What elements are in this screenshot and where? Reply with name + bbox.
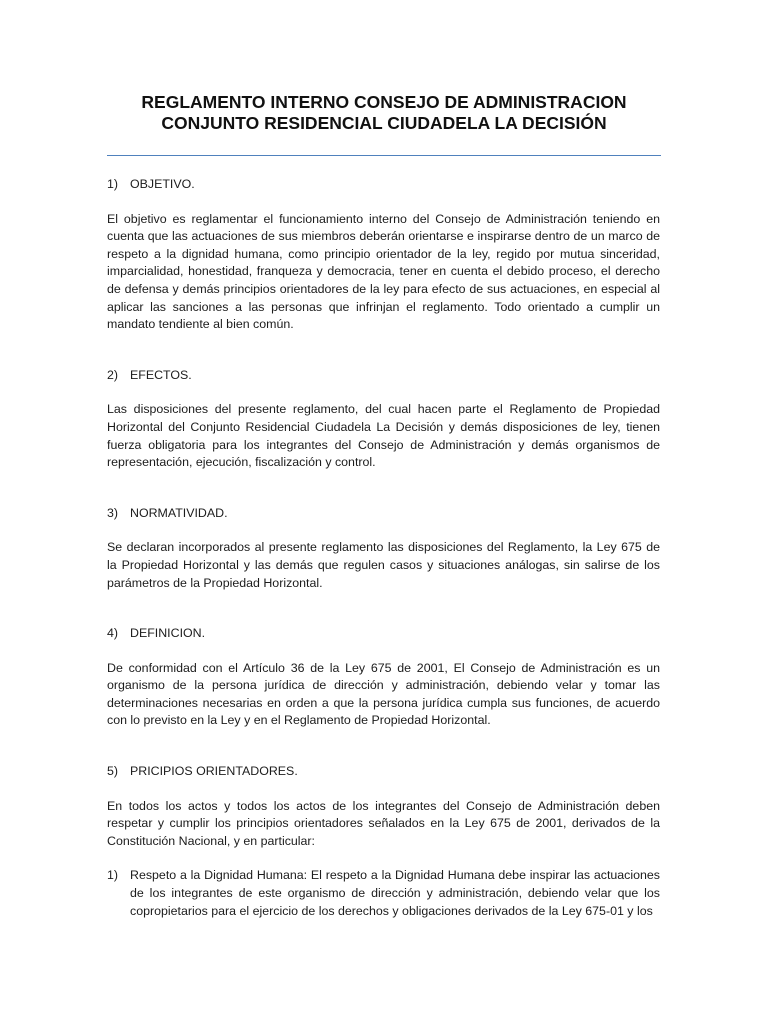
section-number: 4) [107,626,119,641]
section-heading-text: DEFINICION. [130,626,206,641]
section-paragraph-normatividad: Se declaran incorporados al presente reglamento las disposiciones del Reglamento, la Ley 675 de la Propiedad Horizontal y las demás que regulen casos y situaciones análogas, sin salirse de los parámetros de la Propiedad Horizontal. [107,540,660,590]
section-number: 3) [107,505,119,520]
section-heading-normatividad [107,505,660,523]
section-heading-text: OBJETIVO. [130,177,195,191]
section-heading-text: EFECTOS. [130,367,192,382]
section-heading-text: PRICIPIOS ORIENTADORES. [130,764,298,779]
section-number: 1) [107,177,119,191]
list-item-number: 1) [107,868,119,883]
section-number: 5) [107,764,119,779]
section-heading-definicion [107,625,660,643]
section-paragraph-objetivo: El objetivo es reglamentar el funcionamiento interno del Consejo de Administración teniendo en cuenta que las actuaciones de sus miembros deberán orientarse e inspirarse dentro de un marco de respeto a la dignidad humana, como principio orientador de la ley, regido por mutua sinceridad, imparcialidad, honestidad, franqueza y democracia, tener en cuenta el debido proceso, el derecho de defensa y demás principios orientadores de la ley para efecto de sus actuaciones, en especial al aplicar las sanciones a las personas que infrinjan el reglamento. Todo orientado a cumplir un mandato tendiente al bien común. [107,211,660,332]
list-item-text: Respeto a la Dignidad Humana: El respeto a la Dignidad Humana debe inspirar las actuaciones de los integrantes de este organismo de dirección y administración, debiendo velar que los copropietarios para el ejercicio de los derechos y obligaciones derivados de la Ley 675-01 y los [130,868,660,918]
section-heading-objetivo [107,176,660,194]
section-number: 2) [107,367,119,382]
title-divider [107,155,661,156]
document-title [0,92,768,134]
section-heading-principios [107,763,660,781]
document-body [107,176,660,920]
section-paragraph-efectos: Las disposiciones del presente reglamento, del cual hacen parte el Reglamento de Propiedad Horizontal del Conjunto Residencial Ciudadela La Decisión y demás disposiciones de ley, tienen fuerza obligatoria para los integrantes del Consejo de Administración y demás organismos de representación, ejecución, fiscalización y control. [107,402,660,470]
section-heading-efectos [107,367,660,385]
section-paragraph-definicion: De conformidad con el Artículo 36 de la Ley 675 de 2001, El Consejo de Administración es un organismo de la persona jurídica de dirección y administración, debiendo velar y tomar las determinaciones necesarias en orden a que la persona jurídica cumpla sus funciones, de acuerdo con lo previsto en la Ley y en el Reglamento de Propiedad Horizontal. [107,660,660,728]
section-paragraph-principios: En todos los actos y todos los actos de los integrantes del Consejo de Administración deben respetar y cumplir los principios orientadores señalados en la Ley 675 de 2001, derivados de la Constitución Nacional, y en particular: [107,798,660,848]
title-line-1: REGLAMENTO INTERNO CONSEJO DE ADMINISTRACION [141,92,627,112]
title-line-2: CONJUNTO RESIDENCIAL CIUDADELA LA DECISIÓN [161,113,607,133]
section-heading-text: NORMATIVIDAD. [130,505,228,520]
list-item [107,867,660,920]
